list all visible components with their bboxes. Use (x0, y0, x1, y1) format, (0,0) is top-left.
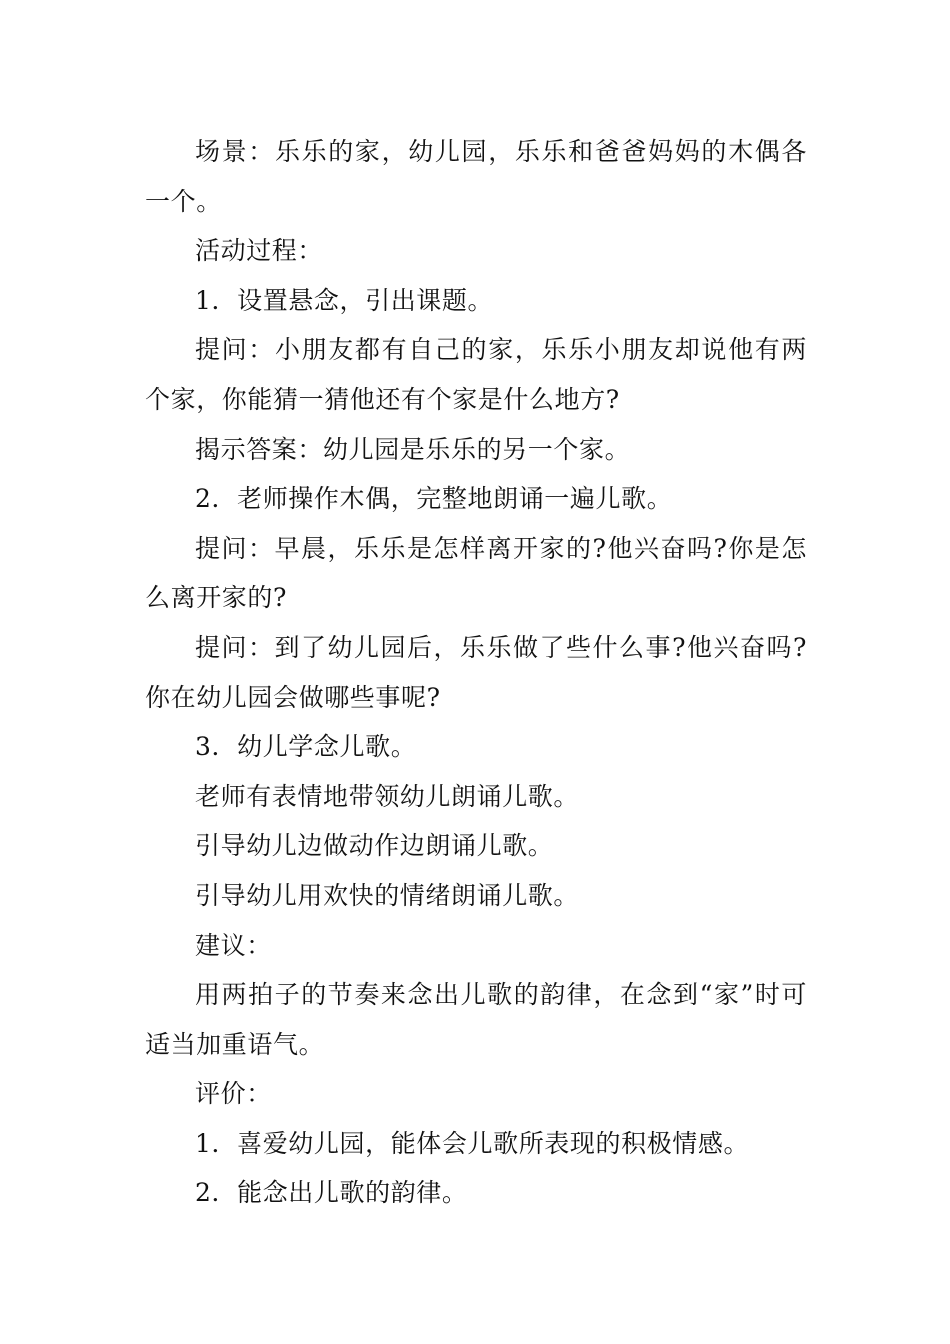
evaluation-item: 2．能念出儿歌的韵律。 (195, 1178, 468, 1208)
step-3-paragraph: 3．幼儿学念儿歌。 (195, 732, 417, 762)
suggestion-paragraph: 用两拍子的节奏来念出儿歌的韵律，在念到“家”时可适当加重语气。 (145, 980, 807, 1059)
step-2-paragraph: 2．老师操作木偶，完整地朗诵一遍儿歌。 (195, 484, 673, 514)
evaluation-item: 1．喜爱幼儿园，能体会儿歌所表现的积极情感。 (195, 1128, 750, 1158)
suggestion-heading: 建议： (195, 930, 272, 960)
activity-process-heading: 活动过程： (195, 236, 324, 266)
question-paragraph: 提问：早晨，乐乐是怎样离开家的?他兴奋吗?你是怎么离开家的? (145, 533, 807, 613)
evaluation-heading: 评价： (195, 1079, 272, 1109)
scene-paragraph: 场景：乐乐的家，幼儿园，乐乐和爸爸妈妈的木偶各一个。 (145, 137, 807, 216)
answer-paragraph: 揭示答案：幼儿园是乐乐的另一个家。 (195, 434, 631, 464)
body-paragraph: 引导幼儿用欢快的情绪朗诵儿歌。 (195, 880, 580, 910)
question-paragraph: 提问：小朋友都有自己的家，乐乐小朋友却说他有两个家，你能猜一猜他还有个家是什么地方? (145, 335, 807, 414)
body-paragraph: 引导幼儿边做动作边朗诵儿歌。 (195, 831, 554, 861)
question-paragraph: 提问：到了幼儿园后，乐乐做了些什么事?他兴奋吗?你在幼儿园会做哪些事呢? (145, 632, 807, 712)
body-paragraph: 老师有表情地带领幼儿朗诵儿歌。 (195, 781, 580, 811)
step-1-paragraph: 1．设置悬念，引出课题。 (195, 285, 494, 315)
